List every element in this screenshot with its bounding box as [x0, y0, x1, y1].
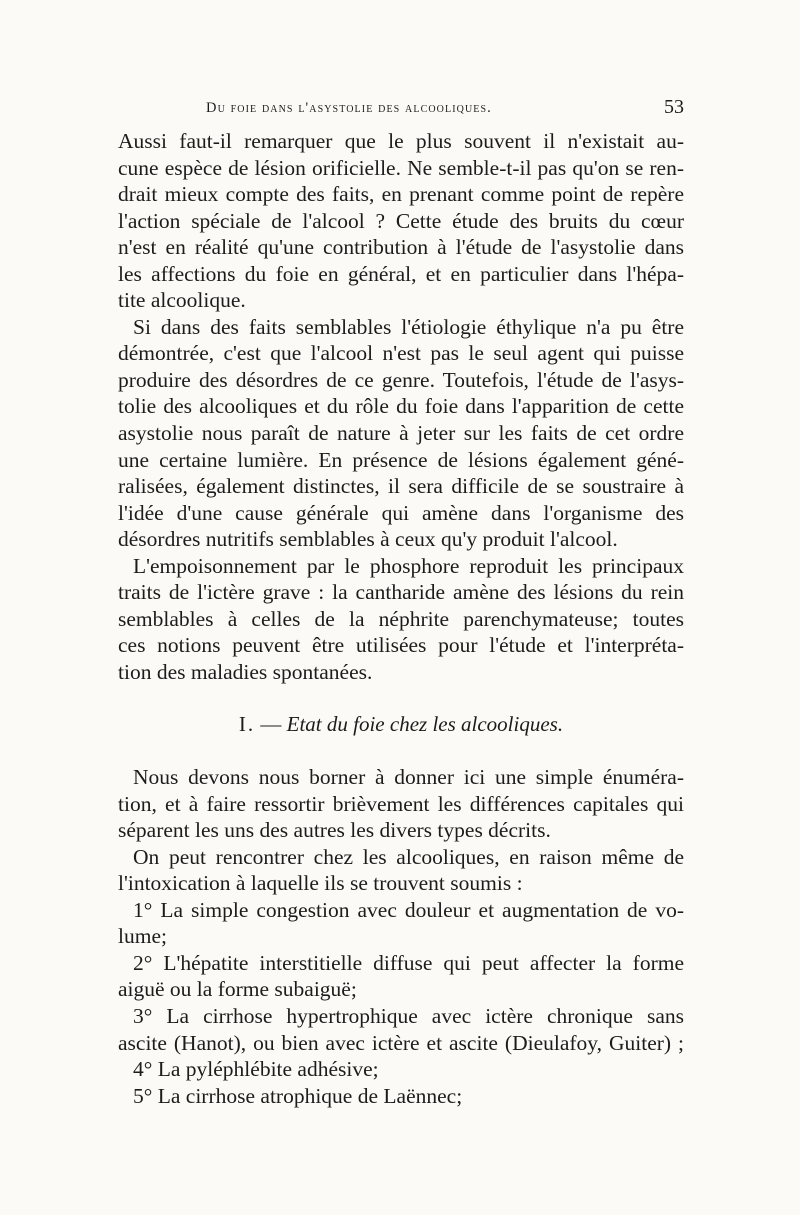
list-item — [118, 897, 684, 950]
list-item — [118, 1003, 684, 1056]
text-line: désordres nutritifs semblables à ceux qu'y produit l'alcool. — [118, 527, 618, 552]
list-item — [118, 1083, 684, 1110]
list-text: L'hépatite interstitielle diffuse qui peut affecter la forme — [163, 950, 684, 975]
list-marker: 5° — [133, 1083, 153, 1108]
text-line: aiguë ou la forme subaiguë; — [118, 977, 357, 1002]
spacer — [118, 685, 684, 711]
text-line: ces notions peuvent être utilisées pour l'étude et l'interpréta- — [118, 633, 684, 658]
text-line: On peut rencontrer chez les alcooliques, en raison même de — [133, 844, 684, 869]
paragraph-2 — [118, 314, 684, 553]
paragraph-1 — [118, 128, 684, 314]
paragraph-3 — [118, 553, 684, 686]
page-number: 53 — [664, 96, 684, 118]
list-marker: 3° — [133, 1003, 153, 1028]
text-line: l'intoxication à laquelle ils se trouvent soumis : — [118, 871, 523, 896]
text-line: Nous devons nous borner à donner ici une simple énuméra- — [133, 765, 684, 790]
text-line: L'empoisonnement par le phosphore reproduit les principaux — [133, 553, 684, 578]
list-text: La pyléphlébite adhésive; — [157, 1057, 379, 1082]
text-line: ascite (Hanot), ou bien avec ictère et ascite (Dieulafoy, Guiter) ; — [118, 1030, 684, 1055]
section-dash: — — [260, 712, 282, 737]
list-marker: 1° — [133, 897, 153, 922]
text-line: cune espèce de lésion orificielle. Ne semble-t-il pas qu'on se ren- — [118, 155, 684, 180]
text-line: tite alcoolique. — [118, 288, 246, 313]
running-title: Du foie dans l'asystolie des alcooliques. — [206, 100, 492, 116]
list-marker: 2° — [133, 950, 153, 975]
text-line: une certaine lumière. En présence de lésions également géné- — [118, 447, 684, 472]
text-line: démontrée, c'est que l'alcool n'est pas le seul agent qui puisse — [118, 341, 684, 366]
text-line — [118, 1083, 684, 1110]
list-text: La cirrhose hypertrophique avec ictère chronique sans — [166, 1003, 685, 1028]
paragraph-5 — [118, 844, 684, 897]
section-heading — [118, 711, 684, 738]
body-text — [118, 128, 684, 1109]
list-text: La simple congestion avec douleur et augmentation de vo- — [160, 897, 685, 922]
text-line: ralisées, également distinctes, il sera difficile de se soustraire à — [118, 474, 684, 499]
enumerated-list — [118, 897, 684, 1109]
text-line: l'action spéciale de l'alcool ? Cette étude des bruits du cœur — [118, 208, 684, 233]
text-line: semblables à celles de la néphrite parenchymateuse; toutes — [118, 606, 684, 631]
text-line: traits de l'ictère grave : la cantharide amène des lésions du rein — [118, 580, 684, 605]
text-line — [118, 950, 684, 977]
text-line: lume; — [118, 924, 167, 949]
text-line: asystolie nous paraît de nature à jeter sur les faits de cet ordre — [118, 421, 684, 446]
text-line: tion, et à faire ressortir brièvement les différences capitales qui — [118, 791, 684, 816]
text-line: l'idée d'une cause générale qui amène dans l'organisme des — [118, 500, 684, 525]
text-line: n'est en réalité qu'une contribution à l'étude de l'asystolie dans — [118, 235, 684, 260]
text-line: séparent les uns des autres les divers types décrits. — [118, 818, 551, 843]
list-marker: 4° — [133, 1057, 153, 1082]
paragraph-4 — [118, 764, 684, 844]
list-text: La cirrhose atrophique de Laënnec; — [157, 1083, 463, 1108]
text-line: drait mieux compte des faits, en prenant comme point de repère — [118, 182, 684, 207]
running-head — [118, 98, 684, 124]
text-line: Aussi faut-il remarquer que le plus souvent il n'existait au- — [118, 129, 684, 153]
text-line — [118, 897, 684, 924]
text-line — [118, 1056, 684, 1083]
text-line: tolie des alcooliques et du rôle du foie dans l'apparition de cette — [118, 394, 684, 419]
section-number: I. — [238, 712, 256, 737]
spacer — [118, 738, 684, 764]
text-line: les affections du foie en général, et en particulier dans l'hépa- — [118, 261, 684, 286]
text-line: Si dans des faits semblables l'étiologie éthylique n'a pu être — [133, 314, 684, 339]
text-line: produire des désordres de ce genre. Toutefois, l'étude de l'asys- — [118, 367, 684, 392]
text-line — [118, 1003, 684, 1030]
list-item — [118, 1056, 684, 1083]
list-item — [118, 950, 684, 1003]
section-title: Etat du foie chez les alcooliques. — [286, 712, 564, 737]
text-line: tion des maladies spontanées. — [118, 659, 373, 684]
